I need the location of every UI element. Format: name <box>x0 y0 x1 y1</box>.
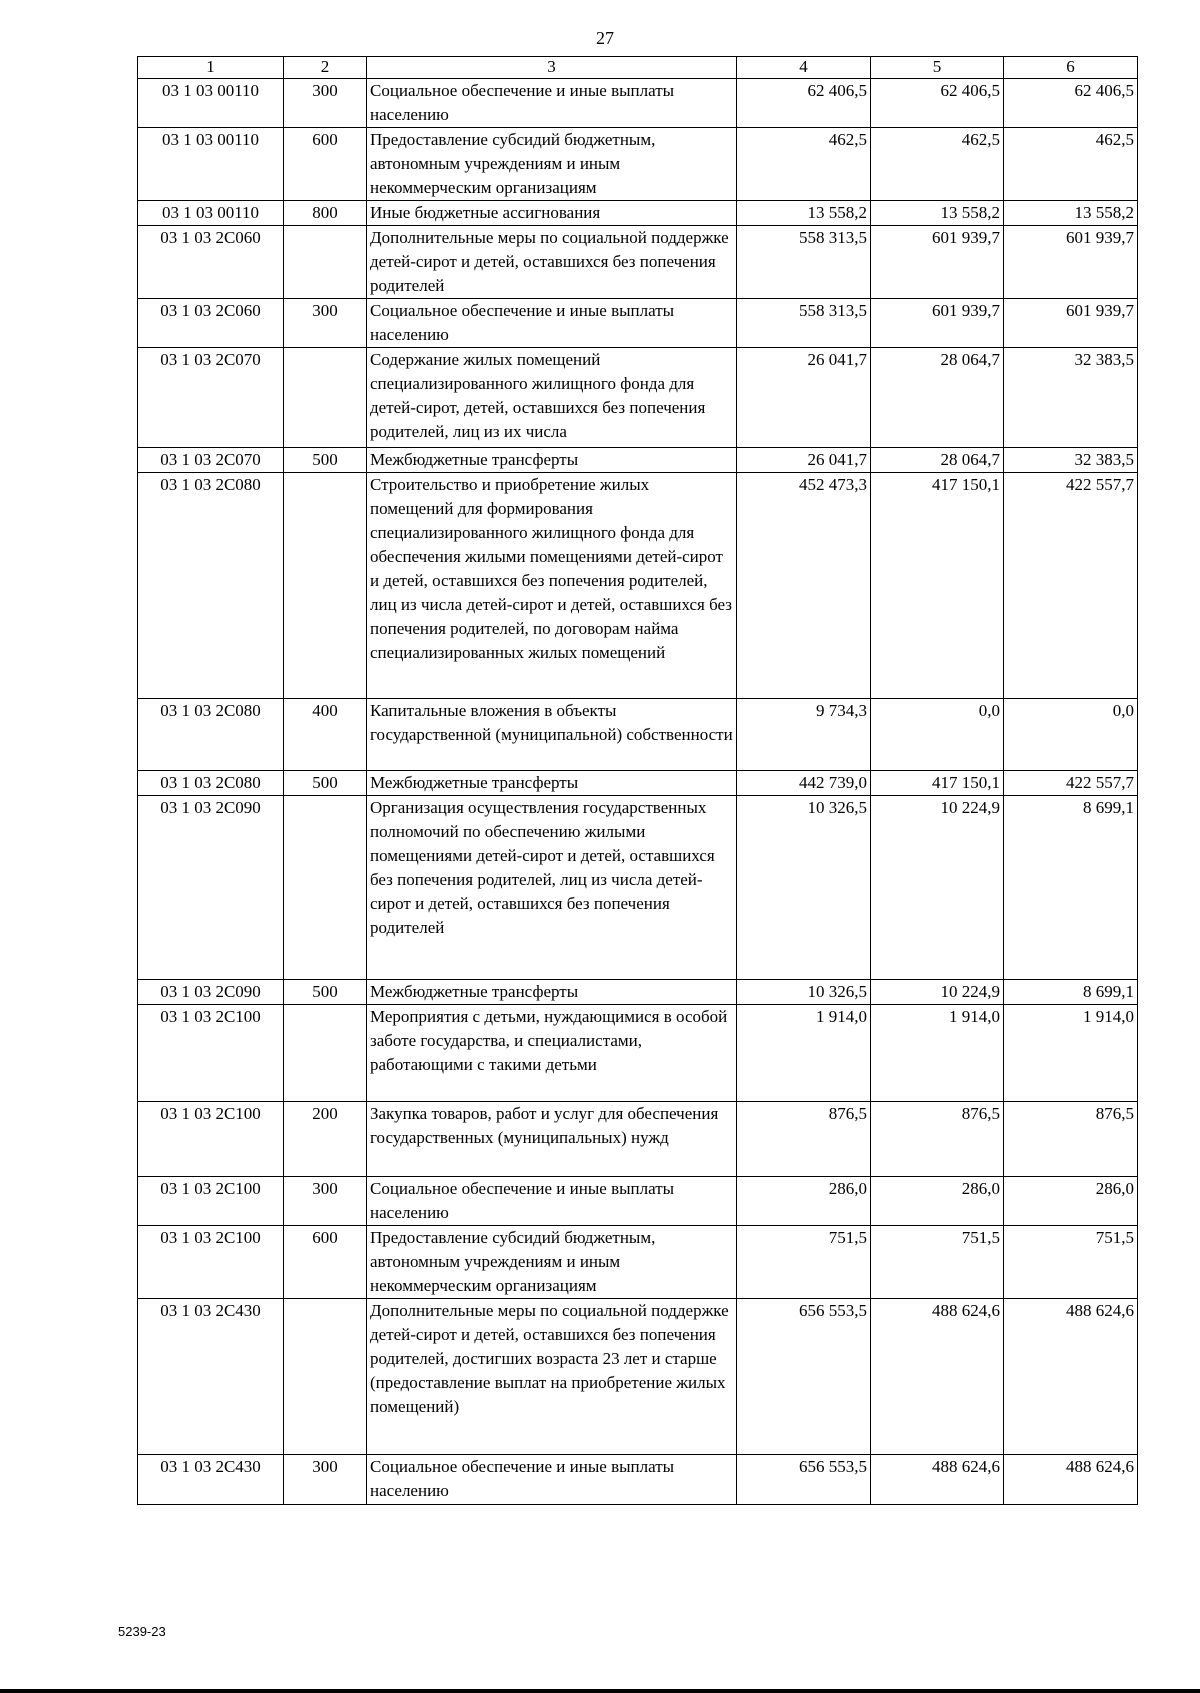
item-name-cell: Капитальные вложения в объекты государственной (муниципальной) собственности <box>367 699 737 771</box>
amount-col6-cell: 62 406,5 <box>1004 79 1138 128</box>
amount-col4-cell: 462,5 <box>737 128 871 201</box>
amount-col4-cell: 656 553,5 <box>737 1299 871 1455</box>
item-name-cell: Содержание жилых помещений специализированного жилищного фонда для детей-сирот, детей, оставшихся без попечения родителей, лиц из их числа <box>367 348 737 448</box>
item-name-cell: Межбюджетные трансферты <box>367 448 737 473</box>
amount-col4-cell: 876,5 <box>737 1102 871 1177</box>
amount-col4-cell: 656 553,5 <box>737 1455 871 1505</box>
amount-col6-cell: 462,5 <box>1004 128 1138 201</box>
expense-type-cell <box>284 1299 367 1455</box>
budget-code-cell: 03 1 03 2С090 <box>138 980 284 1005</box>
amount-col6-cell: 0,0 <box>1004 699 1138 771</box>
amount-col6-cell: 8 699,1 <box>1004 796 1138 980</box>
amount-col5-cell: 462,5 <box>871 128 1004 201</box>
table-row <box>138 1177 1138 1226</box>
amount-col6-cell: 422 557,7 <box>1004 771 1138 796</box>
table-row <box>138 1102 1138 1177</box>
expense-type-cell <box>284 226 367 299</box>
budget-code-cell: 03 1 03 2С100 <box>138 1226 284 1299</box>
expense-type-cell <box>284 1005 367 1102</box>
item-name-cell: Предоставление субсидий бюджетным, автономным учреждениям и иным некоммерческим организациям <box>367 1226 737 1299</box>
table-row <box>138 1455 1138 1505</box>
amount-col5-cell: 10 224,9 <box>871 980 1004 1005</box>
item-name-cell: Предоставление субсидий бюджетным, автономным учреждениям и иным некоммерческим организациям <box>367 128 737 201</box>
expense-type-cell: 500 <box>284 771 367 796</box>
amount-col5-cell: 601 939,7 <box>871 299 1004 348</box>
table-row <box>138 1226 1138 1299</box>
amount-col6-cell: 751,5 <box>1004 1226 1138 1299</box>
column-header: 2 <box>284 57 367 79</box>
amount-col5-cell: 488 624,6 <box>871 1455 1004 1505</box>
amount-col5-cell: 876,5 <box>871 1102 1004 1177</box>
amount-col6-cell: 601 939,7 <box>1004 226 1138 299</box>
item-name-cell: Дополнительные меры по социальной поддержке детей-сирот и детей, оставшихся без попечения родителей, достигших возраста 23 лет и старше (предоставление выплат на приобретение жилых помещений) <box>367 1299 737 1455</box>
amount-col4-cell: 10 326,5 <box>737 796 871 980</box>
expense-type-cell <box>284 473 367 699</box>
column-header: 6 <box>1004 57 1138 79</box>
table-row <box>138 473 1138 699</box>
expense-type-cell: 400 <box>284 699 367 771</box>
table-body <box>138 79 1138 1505</box>
table-row <box>138 980 1138 1005</box>
table-row <box>138 1005 1138 1102</box>
amount-col5-cell: 488 624,6 <box>871 1299 1004 1455</box>
budget-code-cell: 03 1 03 2С430 <box>138 1299 284 1455</box>
amount-col5-cell: 62 406,5 <box>871 79 1004 128</box>
amount-col6-cell: 876,5 <box>1004 1102 1138 1177</box>
table-row <box>138 201 1138 226</box>
amount-col4-cell: 558 313,5 <box>737 299 871 348</box>
amount-col4-cell: 26 041,7 <box>737 348 871 448</box>
budget-code-cell: 03 1 03 2С060 <box>138 299 284 348</box>
expense-type-cell: 300 <box>284 79 367 128</box>
table-row <box>138 771 1138 796</box>
amount-col6-cell: 13 558,2 <box>1004 201 1138 226</box>
item-name-cell: Закупка товаров, работ и услуг для обеспечения государственных (муниципальных) нужд <box>367 1102 737 1177</box>
amount-col5-cell: 1 914,0 <box>871 1005 1004 1102</box>
amount-col6-cell: 32 383,5 <box>1004 348 1138 448</box>
budget-code-cell: 03 1 03 2С080 <box>138 771 284 796</box>
item-name-cell: Иные бюджетные ассигнования <box>367 201 737 226</box>
budget-code-cell: 03 1 03 2С090 <box>138 796 284 980</box>
table-row <box>138 226 1138 299</box>
expense-type-cell: 800 <box>284 201 367 226</box>
table-row <box>138 128 1138 201</box>
amount-col4-cell: 13 558,2 <box>737 201 871 226</box>
amount-col4-cell: 286,0 <box>737 1177 871 1226</box>
expense-type-cell: 500 <box>284 980 367 1005</box>
budget-code-cell: 03 1 03 2С060 <box>138 226 284 299</box>
expense-type-cell: 300 <box>284 299 367 348</box>
amount-col4-cell: 558 313,5 <box>737 226 871 299</box>
amount-col4-cell: 26 041,7 <box>737 448 871 473</box>
amount-col4-cell: 751,5 <box>737 1226 871 1299</box>
item-name-cell: Социальное обеспечение и иные выплаты населению <box>367 1177 737 1226</box>
amount-col5-cell: 28 064,7 <box>871 348 1004 448</box>
amount-col5-cell: 10 224,9 <box>871 796 1004 980</box>
document-code: 5239-23 <box>118 1624 166 1639</box>
amount-col6-cell: 286,0 <box>1004 1177 1138 1226</box>
budget-code-cell: 03 1 03 2С100 <box>138 1005 284 1102</box>
page-bottom-edge <box>0 1689 1200 1693</box>
item-name-cell: Межбюджетные трансферты <box>367 980 737 1005</box>
table-row <box>138 348 1138 448</box>
column-header: 4 <box>737 57 871 79</box>
header-row <box>138 57 1138 79</box>
amount-col5-cell: 13 558,2 <box>871 201 1004 226</box>
table-row <box>138 79 1138 128</box>
budget-code-cell: 03 1 03 2С100 <box>138 1177 284 1226</box>
amount-col5-cell: 0,0 <box>871 699 1004 771</box>
budget-code-cell: 03 1 03 2С100 <box>138 1102 284 1177</box>
expense-type-cell: 200 <box>284 1102 367 1177</box>
amount-col6-cell: 488 624,6 <box>1004 1299 1138 1455</box>
amount-col5-cell: 28 064,7 <box>871 448 1004 473</box>
budget-code-cell: 03 1 03 2С430 <box>138 1455 284 1505</box>
amount-col6-cell: 422 557,7 <box>1004 473 1138 699</box>
budget-code-cell: 03 1 03 00110 <box>138 201 284 226</box>
amount-col6-cell: 488 624,6 <box>1004 1455 1138 1505</box>
expense-type-cell: 300 <box>284 1455 367 1505</box>
expense-type-cell: 500 <box>284 448 367 473</box>
item-name-cell: Организация осуществления государственных полномочий по обеспечению жилыми помещениями детей-сирот и детей, оставшихся без попечения родителей, лиц из числа детей-сирот и детей, оставшихся без попечения родителей <box>367 796 737 980</box>
amount-col5-cell: 417 150,1 <box>871 473 1004 699</box>
budget-code-cell: 03 1 03 2С080 <box>138 699 284 771</box>
item-name-cell: Социальное обеспечение и иные выплаты населению <box>367 79 737 128</box>
item-name-cell: Строительство и приобретение жилых помещений для формирования специализированного жилищного фонда для обеспечения жилыми помещениями детей-сирот и детей, оставшихся без попечения родителей, лиц из числа детей-сирот и детей, оставшихся без попечения родителей, по договорам найма специализированных жилых помещений <box>367 473 737 699</box>
column-header: 3 <box>367 57 737 79</box>
expense-type-cell: 600 <box>284 128 367 201</box>
amount-col4-cell: 10 326,5 <box>737 980 871 1005</box>
amount-col6-cell: 32 383,5 <box>1004 448 1138 473</box>
table-row <box>138 699 1138 771</box>
expense-type-cell: 600 <box>284 1226 367 1299</box>
table-row <box>138 1299 1138 1455</box>
amount-col4-cell: 452 473,3 <box>737 473 871 699</box>
item-name-cell: Мероприятия с детьми, нуждающимися в особой заботе государства, и специалистами, работающими с такими детьми <box>367 1005 737 1102</box>
table-row <box>138 796 1138 980</box>
amount-col6-cell: 8 699,1 <box>1004 980 1138 1005</box>
item-name-cell: Социальное обеспечение и иные выплаты населению <box>367 299 737 348</box>
amount-col6-cell: 601 939,7 <box>1004 299 1138 348</box>
amount-col5-cell: 751,5 <box>871 1226 1004 1299</box>
expense-type-cell <box>284 348 367 448</box>
item-name-cell: Дополнительные меры по социальной поддержке детей-сирот и детей, оставшихся без попечения родителей <box>367 226 737 299</box>
budget-code-cell: 03 1 03 00110 <box>138 128 284 201</box>
expense-type-cell: 300 <box>284 1177 367 1226</box>
column-header: 5 <box>871 57 1004 79</box>
item-name-cell: Социальное обеспечение и иные выплаты населению <box>367 1455 737 1505</box>
item-name-cell: Межбюджетные трансферты <box>367 771 737 796</box>
budget-code-cell: 03 1 03 2С070 <box>138 448 284 473</box>
budget-code-cell: 03 1 03 2С080 <box>138 473 284 699</box>
expense-type-cell <box>284 796 367 980</box>
budget-code-cell: 03 1 03 00110 <box>138 79 284 128</box>
column-header: 1 <box>138 57 284 79</box>
amount-col5-cell: 417 150,1 <box>871 771 1004 796</box>
budget-table <box>137 56 1138 1505</box>
amount-col4-cell: 9 734,3 <box>737 699 871 771</box>
budget-code-cell: 03 1 03 2С070 <box>138 348 284 448</box>
page-number: 27 <box>596 28 614 48</box>
amount-col5-cell: 286,0 <box>871 1177 1004 1226</box>
amount-col5-cell: 601 939,7 <box>871 226 1004 299</box>
amount-col4-cell: 1 914,0 <box>737 1005 871 1102</box>
table-row <box>138 448 1138 473</box>
amount-col4-cell: 62 406,5 <box>737 79 871 128</box>
amount-col6-cell: 1 914,0 <box>1004 1005 1138 1102</box>
amount-col4-cell: 442 739,0 <box>737 771 871 796</box>
table-row <box>138 299 1138 348</box>
